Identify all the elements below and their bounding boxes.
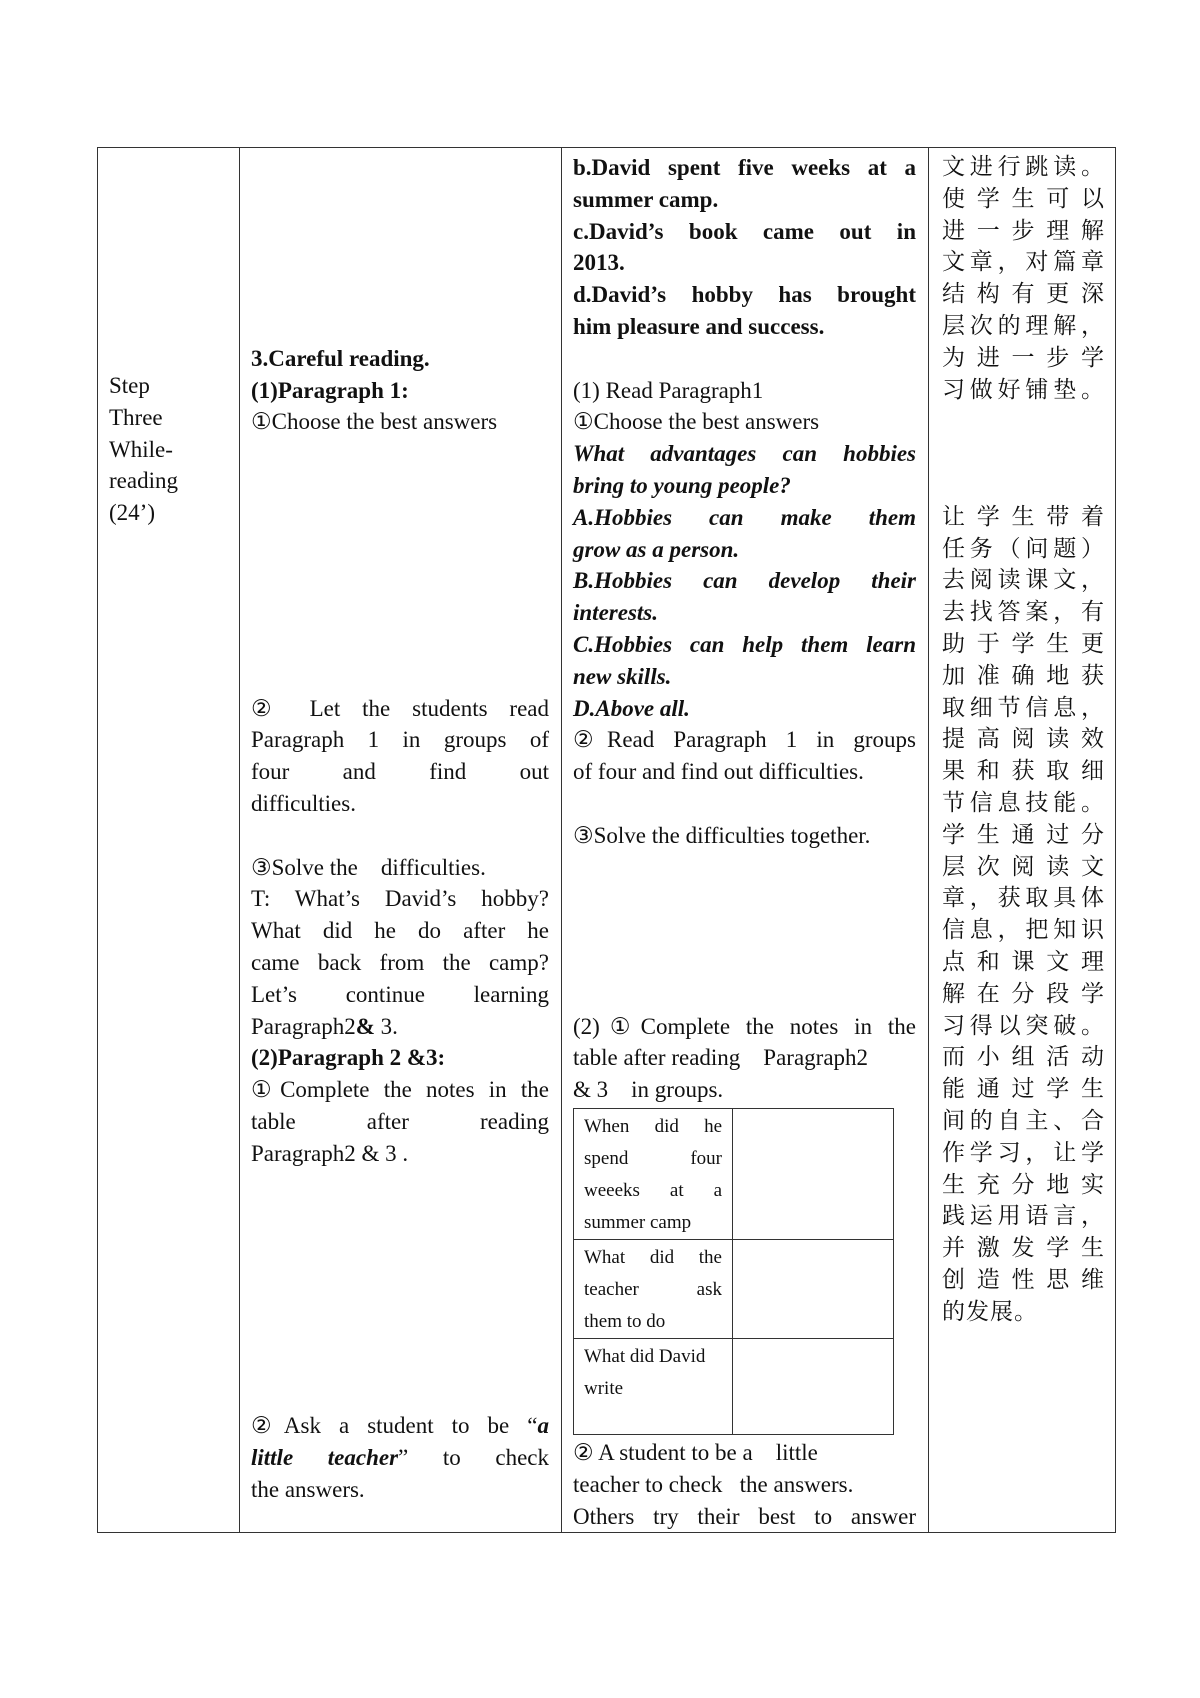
notes-q1-line-1: When did he — [584, 1115, 722, 1137]
purpose-line: 解在分段学 — [942, 980, 1105, 1007]
purpose-line: 间的自主、合 — [942, 1107, 1105, 1134]
option-d-line-2: him pleasure and success. — [573, 313, 825, 339]
purpose-line: 习做好铺垫。 — [942, 376, 1105, 403]
purpose-line: 取细节信息， — [942, 694, 1105, 721]
purpose-line: 践运用语言， — [942, 1203, 1105, 1230]
notes-row — [574, 1338, 894, 1434]
purpose-line: 进一步理解 — [942, 217, 1105, 244]
purpose-line: 果和获取细 — [942, 758, 1105, 785]
purpose-line: 信息，把知识 — [942, 917, 1105, 944]
ask-student-line-3: the answers. — [251, 1476, 365, 1502]
little-teacher-line-2: teacher to check the answers. — [573, 1471, 854, 1497]
question-line-1: What advantages can hobbies — [573, 441, 916, 467]
notes-q2-line-2: teacher ask — [584, 1278, 722, 1300]
notes-q1-line-3: weeeks at a — [584, 1179, 722, 1201]
step-label: Step — [109, 373, 150, 398]
read-paragraph1-text: (1) Read Paragraph1 — [573, 377, 764, 403]
purpose-line: 创造性思维 — [942, 1266, 1105, 1293]
answer-b-line-2: interests. — [573, 600, 658, 626]
purpose-cell — [929, 148, 1116, 1533]
option-c-line-2: 2013. — [573, 250, 625, 276]
answer-c-line-1: C.Hobbies can help them learn — [573, 631, 916, 657]
paragraph-ref: Paragraph2 — [251, 1013, 356, 1039]
let-students-line-1: ② Let the students read — [251, 695, 549, 721]
purpose-bottom-block — [942, 502, 1105, 1329]
step-time: (24’) — [109, 500, 155, 526]
notes-table — [573, 1108, 894, 1435]
option-b-line-2: summer camp. — [573, 186, 719, 212]
notes-q1-line-4: summer camp — [584, 1211, 692, 1233]
complete-notes-line-1: (2)①Complete the notes in the — [573, 1013, 916, 1039]
notes-q1-line-2: spend four — [584, 1147, 722, 1169]
answer-a-line-2: grow as a person. — [573, 536, 740, 562]
purpose-line: 的发展。 — [942, 1298, 1038, 1325]
notes-q2-line-3: them to do — [584, 1310, 666, 1332]
purpose-line: 层次阅读文 — [942, 853, 1105, 880]
ampersand: & — [355, 1013, 375, 1039]
t-question-line-5 — [251, 1011, 549, 1043]
purpose-line: 提高阅读效 — [942, 726, 1105, 753]
purpose-line: 生充分地实 — [942, 1171, 1105, 1198]
notes-q2-line-1: What did the — [584, 1246, 722, 1268]
let-students-line-2: Paragraph 1 in groups of — [251, 727, 549, 753]
option-c-line-1: c.David’s book came out in — [573, 218, 916, 244]
choose-answers-text: ①Choose the best answers — [573, 409, 820, 435]
purpose-line: 文进行跳读。 — [942, 154, 1105, 180]
purpose-line: 去阅读课文， — [942, 567, 1105, 594]
step-phase-2: reading — [109, 468, 178, 494]
complete-notes-line-2: table after reading — [251, 1108, 549, 1134]
careful-reading-heading: 3.Careful reading. — [251, 345, 430, 371]
paragraph23-heading: (2)Paragraph 2 &3: — [251, 1045, 446, 1071]
notes-row — [574, 1108, 894, 1239]
purpose-line: 层次的理解， — [942, 312, 1105, 339]
answer-d-line: D.Above all. — [573, 695, 690, 721]
step-phase-1: While- — [109, 436, 173, 462]
paragraph-ref-end: 3. — [374, 1013, 398, 1039]
let-students-line-3: four and find out — [251, 759, 549, 785]
ask-student-line-2 — [251, 1442, 549, 1474]
t-question-line-2: What did he do after he — [251, 918, 549, 944]
complete-notes-line-1: ①Complete the notes in the — [251, 1077, 549, 1103]
notes-answer-cell[interactable] — [733, 1108, 894, 1239]
purpose-line: 作学习，让学 — [942, 1139, 1105, 1166]
ask-student-line-1 — [251, 1410, 549, 1442]
purpose-line: 让学生带着 — [942, 503, 1105, 530]
solve-difficulties-text: ③Solve the difficulties. — [251, 854, 486, 880]
purpose-line: 去找答案，有 — [942, 599, 1105, 626]
read-groups-line-1: ②Read Paragraph 1 in groups — [573, 727, 916, 753]
ask-text-a: ②Ask a student to be “ — [251, 1413, 538, 1439]
notes-q3-line-1: What did David — [584, 1345, 706, 1367]
little-teacher-line-3: Others try their best to answer — [573, 1503, 916, 1529]
purpose-line: 而小组活动 — [942, 1044, 1105, 1071]
question-line-2: bring to young people? — [573, 472, 791, 498]
notes-q3-line-2: write — [584, 1377, 624, 1399]
answer-a-line-1: A.Hobbies can make them — [573, 504, 916, 530]
notes-answer-cell[interactable] — [733, 1239, 894, 1338]
ask-text-c: little teacher — [251, 1444, 399, 1470]
purpose-line: 并激发学生 — [942, 1235, 1105, 1262]
t-question-line-4: Let’s continue learning — [251, 981, 549, 1007]
complete-notes-line-3: Paragraph2 & 3 . — [251, 1140, 409, 1166]
option-d-line-1: d.David’s hobby has brought — [573, 282, 916, 308]
read-groups-line-2: of four and find out difficulties. — [573, 759, 864, 785]
purpose-line: 使学生可以 — [942, 185, 1105, 212]
t-question-line-1: T: What’s David’s hobby? — [251, 886, 549, 912]
step-number: Three — [109, 404, 163, 430]
purpose-line: 任务（问题） — [942, 535, 1105, 562]
ask-text-d: ” to check — [398, 1444, 550, 1470]
notes-question-cell — [574, 1108, 733, 1239]
purpose-line: 章，获取具体 — [942, 885, 1105, 912]
notes-answer-cell[interactable] — [733, 1338, 894, 1434]
let-students-line-4: difficulties. — [251, 790, 356, 816]
solve-together-text: ③Solve the difficulties together. — [573, 822, 871, 848]
purpose-line: 为进一步学 — [942, 344, 1105, 371]
ask-text-b: a — [537, 1413, 549, 1439]
answer-c-line-2: new skills. — [573, 663, 672, 689]
notes-question-cell — [574, 1239, 733, 1338]
complete-notes-line-2: table after reading Paragraph2 — [573, 1045, 869, 1071]
t-question-line-3: came back from the camp? — [251, 949, 549, 975]
purpose-line: 结构有更深 — [942, 281, 1105, 308]
little-teacher-line-1: ② A student to be a little — [573, 1439, 818, 1465]
purpose-top-block — [942, 152, 1105, 406]
notes-row — [574, 1239, 894, 1338]
choose-answers-text: ①Choose the best answers — [251, 409, 498, 435]
purpose-line: 能通过学生 — [942, 1076, 1105, 1103]
answer-b-line-1: B.Hobbies can develop their — [573, 568, 916, 594]
purpose-line: 习得以突破。 — [942, 1012, 1105, 1039]
option-b-line-1: b.David spent five weeks at a — [573, 155, 916, 180]
paragraph1-heading: (1)Paragraph 1: — [251, 377, 409, 403]
teacher-activities-cell — [240, 148, 562, 1533]
lesson-plan-table — [97, 147, 1116, 1533]
purpose-line: 文章，对篇章 — [942, 249, 1105, 276]
step-cell — [98, 148, 240, 1533]
student-activities-cell — [562, 148, 929, 1533]
purpose-line: 点和课文理 — [942, 948, 1105, 975]
purpose-line: 节信息技能。 — [942, 789, 1105, 816]
table-row — [98, 148, 1116, 1533]
purpose-line: 加准确地获 — [942, 662, 1105, 689]
purpose-line: 学生通过分 — [942, 821, 1105, 848]
purpose-line: 助于学生更 — [942, 630, 1105, 657]
complete-notes-line-3: & 3 in groups. — [573, 1077, 724, 1103]
notes-question-cell — [574, 1338, 733, 1434]
